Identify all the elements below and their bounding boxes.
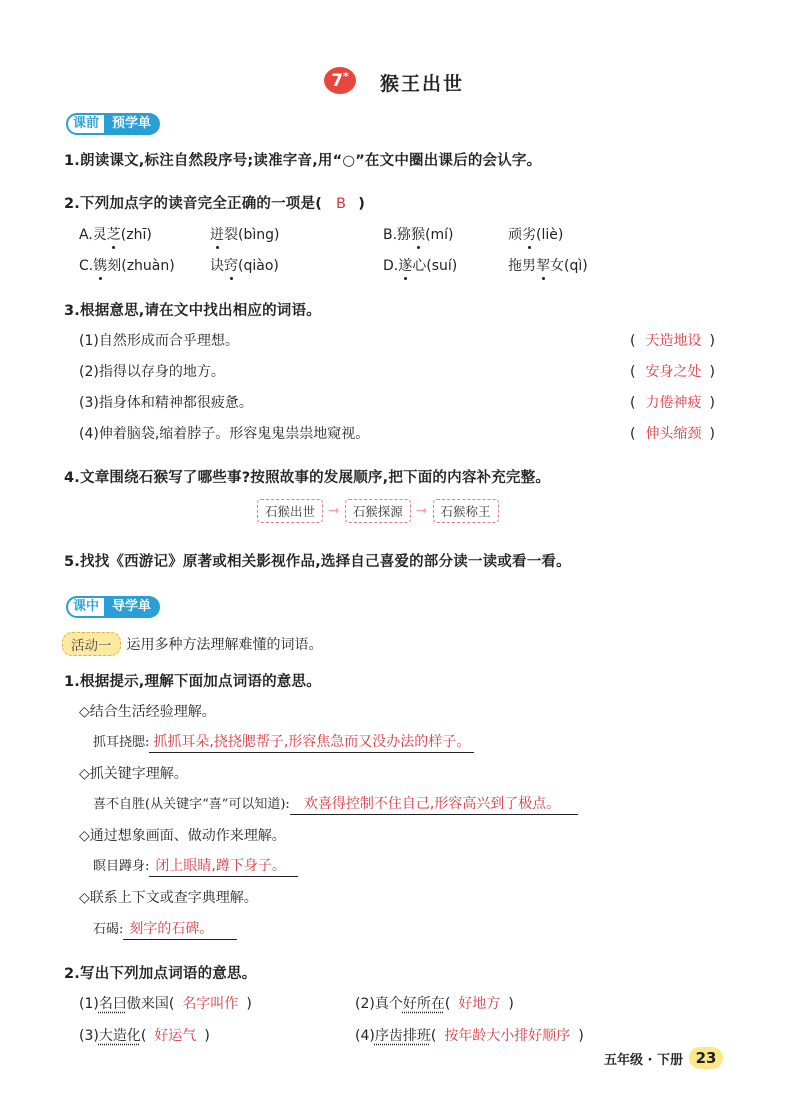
q3-answer-2: ( 安身之处 ) xyxy=(630,364,715,380)
activity-row xyxy=(62,632,323,656)
grade-label: 五年级 · 下册 xyxy=(604,1052,683,1068)
section-tag-a: 课前 xyxy=(66,113,106,135)
section-tag-b: 预学单 xyxy=(106,113,160,135)
method-3: ◇通过想象画面、做动作来理解。 xyxy=(79,828,286,844)
question-2-close: ) xyxy=(358,196,366,212)
option-c1: C.镌刻(zhuàn) xyxy=(79,255,175,275)
lesson-number: 7 xyxy=(331,70,344,91)
word-1: 抓耳挠腮: 抓抓耳朵,挠挠腮帮子,形容焦急而又没办法的样子。 xyxy=(93,731,474,753)
chain-step-3: 石猴称王 xyxy=(433,499,499,523)
question-3: 3.根据意思,请在文中找出相应的词语。 xyxy=(64,303,321,319)
question-5: 5.找找《西游记》原著或相关影视作品,选择自己喜爱的部分读一读或看一看。 xyxy=(64,554,571,570)
part-2-question: 2.写出下列加点词语的意思。 xyxy=(64,966,257,982)
lesson-badge xyxy=(324,67,356,94)
story-chain xyxy=(257,499,499,523)
arrow-icon: ➞ xyxy=(415,503,428,519)
word-2: 喜不自胜(从关键字“喜”可以知道): 欢喜得控制不住自己,形容高兴到了极点。 xyxy=(93,793,578,815)
chain-step-1: 石猴出世 xyxy=(257,499,323,523)
q3-item-1: (1)自然形成而合乎理想。 xyxy=(79,333,239,349)
question-2 xyxy=(64,192,365,213)
question-2-answer: B xyxy=(336,196,347,212)
q3-item-3: (3)指身体和精神都很疲惫。 xyxy=(79,395,253,411)
q3-item-2: (2)指得以存身的地方。 xyxy=(79,364,225,380)
chain-step-2: 石猴探源 xyxy=(345,499,411,523)
method-4: ◇联系上下文或查字典理解。 xyxy=(79,890,258,906)
option-c2: 诀窍(qiào) xyxy=(210,255,279,275)
method-2: ◇抓关键字理解。 xyxy=(79,766,188,782)
activity-tag: 活动一 xyxy=(62,632,121,656)
option-d1: D.遂心(suí) xyxy=(383,255,457,275)
word-3: 瞑目蹲身: 闭上眼睛,蹲下身子。 xyxy=(93,855,298,877)
footer xyxy=(604,1047,723,1069)
lesson-star: * xyxy=(343,70,349,83)
section-tag-a: 课中 xyxy=(66,596,106,618)
option-d2: 拖男挈女(qì) xyxy=(508,255,588,275)
part-1-question: 1.根据提示,理解下面加点词语的意思。 xyxy=(64,674,321,690)
p2-item-2: (2)真个好所在( 好地方 ) xyxy=(355,996,514,1012)
option-a1: A.灵芝(zhī) xyxy=(79,224,152,244)
page-title: 猴王出世 xyxy=(380,73,465,95)
arrow-icon: ➞ xyxy=(328,503,340,519)
question-1: 1.朗读课文,标注自然段序号;读准字音,用“○”在文中圈出课后的会认字。 xyxy=(64,153,542,169)
section-tag-b: 导学单 xyxy=(106,596,160,618)
option-a2: 迸裂(bìng) xyxy=(210,224,279,244)
method-1: ◇结合生活经验理解。 xyxy=(79,704,216,720)
q3-item-4: (4)伸着脑袋,缩着脖子。形容鬼鬼祟祟地窥视。 xyxy=(79,426,370,442)
word-4: 石碣: 刻字的石碑。 xyxy=(93,918,237,940)
option-b2: 顽劣(liè) xyxy=(508,224,563,244)
page-number: 23 xyxy=(689,1047,723,1069)
p2-item-1: (1)名曰傲来国( 名字叫作 ) xyxy=(79,996,252,1012)
activity-text: 运用多种方法理解难懂的词语。 xyxy=(126,637,323,653)
question-4: 4.文章围绕石猴写了哪些事?按照故事的发展顺序,把下面的内容补充完整。 xyxy=(64,470,551,486)
question-2-stem: 2.下列加点字的读音完全正确的一项是( xyxy=(64,196,323,212)
p2-item-3: (3)大造化( 好运气 ) xyxy=(79,1028,210,1044)
section-tag-inclass xyxy=(66,596,160,618)
option-b1: B.猕猴(mí) xyxy=(383,224,454,244)
q3-answer-4: ( 伸头缩颈 ) xyxy=(630,426,715,442)
q3-answer-3: ( 力倦神疲 ) xyxy=(630,395,715,411)
q3-answer-1: ( 天造地设 ) xyxy=(630,333,715,349)
p2-item-4: (4)序齿排班( 按年龄大小排好顺序 ) xyxy=(355,1028,584,1044)
section-tag-preview xyxy=(66,113,160,135)
